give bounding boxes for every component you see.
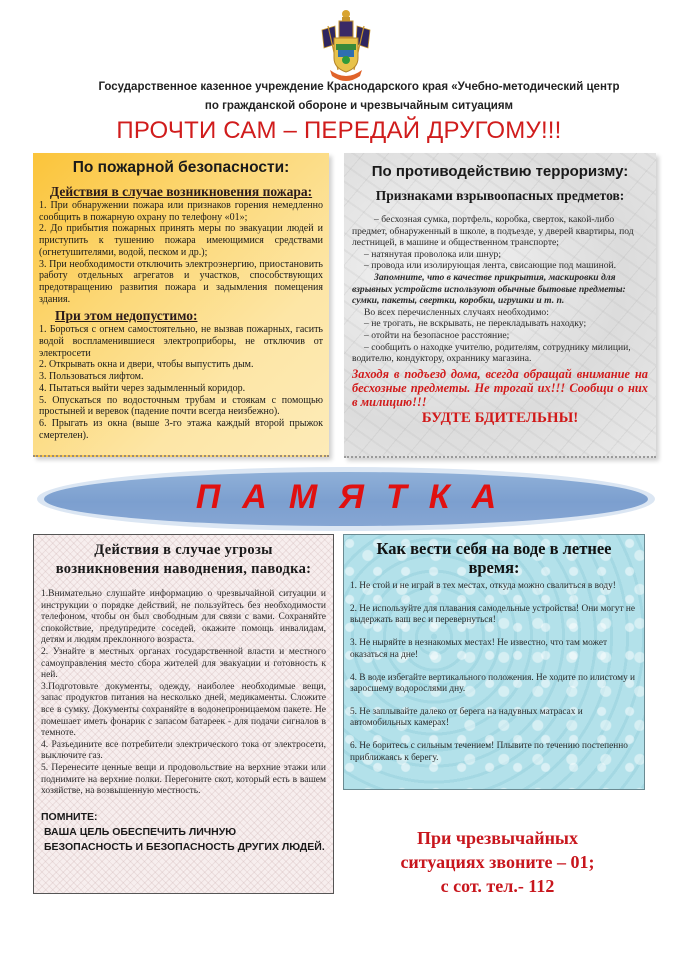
water-item: 2. Не используйте для плавания самодельные устройства! Они могут не выдержать ваш вес и перевернуться! — [350, 603, 635, 626]
water-item: 5. Не заплывайте далеко от берега на надувных матрасах и автомобильных камерах! — [350, 706, 583, 729]
flood-remember-block — [41, 810, 326, 855]
terror-signs-title: Признаками взрывоопасных предметов: — [375, 188, 625, 203]
terror-necessary-item: – не трогать, не вскрывать, не перекладывать находку; — [364, 318, 587, 330]
flood-remember-label: ПОМНИТЕ: — [41, 810, 98, 823]
flood-remember-text: ВАША ЦЕЛЬ ОБЕСПЕЧИТЬ ЛИЧНУЮ БЕЗОПАСНОСТЬ И БЕЗОПАСНОСТЬ ДРУГИХ ЛЮДЕЙ. — [44, 825, 325, 853]
terror-sign-item: – натянутая проволока или шнур; — [364, 248, 501, 260]
water-item: 4. В воде избегайте вертикального положения. Не ходите по илистому и заросшему водорослями дну. — [350, 672, 636, 694]
organization-name-line1: Государственное казенное учреждение Краснодарского края «Учебно-методический центр — [98, 81, 620, 93]
anti-terrorism-panel — [344, 153, 656, 458]
fire-action-item: 1. При обнаружении пожара или признаков горения немедленно сообщить в пожарную охрану по телефону «01»; — [39, 200, 323, 223]
fire-forbidden-item: 4. Пытаться выйти через задымленный коридор. — [39, 382, 246, 394]
emergency-line1: При чрезвычайных — [417, 828, 578, 848]
flood-item: 4. Разъедините все потребители электрического тока от электросети, выключите газ. — [41, 739, 326, 762]
fire-forbidden-list — [39, 324, 323, 441]
fire-forbidden-item: 6. Прыгать из окна (выше 3-го этажа каждый второй прыжок смертелен). — [39, 417, 323, 441]
emergency-line2: ситуациях звоните – 01; — [400, 852, 595, 872]
emergency-numbers — [355, 826, 640, 898]
flood-title-line1: Действия в случае угрозы — [94, 542, 273, 558]
slogan-heading: ПРОЧТИ САМ – ПЕРЕДАЙ ДРУГОМУ!!! — [116, 117, 562, 144]
fire-panel-title: По пожарной безопасности: — [72, 159, 290, 176]
organization-name-line2: по гражданской обороне и чрезвычайным ситуациям — [204, 100, 514, 112]
fire-actions-title: Действия в случае возникновения пожара: — [49, 184, 313, 199]
fire-safety-panel — [33, 153, 329, 457]
terror-necessary-intro: Во всех перечисленных случаях необходимо: — [364, 306, 549, 318]
water-item: 1. Не стой и не играй в тех местах, откуда можно свалиться в воду! — [350, 581, 616, 591]
fire-forbidden-item: 1. Бороться с огнем самостоятельно, не вызвав пожарных, гасить водой воспламенившиеся электроприборы, не отключив от электросети — [39, 324, 323, 359]
water-items-list — [350, 581, 638, 764]
coat-of-arms-icon — [318, 8, 374, 84]
fire-forbidden-item: 3. Пользоваться лифтом. — [39, 371, 144, 383]
flood-items-list — [41, 589, 326, 798]
flood-title-line2: возникновения наводнения, паводка: — [55, 561, 312, 577]
fire-action-item: 2. До прибытия пожарных принять меры по эвакуации людей и приступить к тушению пожара имеющимися средствами (огнетушителями, водой, песком и др.); — [39, 223, 323, 258]
fire-forbidden-item: 2. Открывать окна и двери, чтобы выпустить дым. — [39, 359, 254, 371]
flood-safety-panel — [33, 534, 334, 894]
be-vigilant-text: БУДТЕ БДИТЕЛЬНЫ! — [421, 409, 579, 426]
terror-remember-text: Запомните, что в качестве прикрытия, маскировки для взрывных устройств используют обычные бытовые предметы: сумки, пакеты, свертки, коробки, игрушки и т. п. — [352, 271, 626, 307]
terror-sign-item: – провода или изолирующая лента, свисающие под машиной. — [364, 260, 617, 272]
terror-necessary-item: – сообщить о находке учителю, родителям, сотруднику милиции, водителю, кондуктору, охраннику магазина. — [352, 341, 631, 365]
terror-necessary-item: – отойти на безопасное расстояние; — [364, 329, 510, 341]
memo-banner-title: ПАМЯТКА — [195, 478, 519, 516]
fire-forbidden-title: При этом недопустимо: — [55, 308, 198, 324]
terror-sign-item: – бесхозная сумка, портфель, коробка, сверток, какой-либо предмет, обнаруженный в школе, в подъезде, у дверей квартиры, под лестницей, в машине и общественном транспорте; — [352, 214, 634, 249]
flood-item: 5. Перенесите ценные вещи и продовольствие на верхние этажи или поднимите на верхние полки. Перегоните скот, который есть в вашем хозяйстве, на возвышенную местность. — [41, 762, 326, 797]
water-safety-panel — [343, 534, 645, 790]
emergency-line3: с сот. тел.- 112 — [440, 876, 555, 896]
terror-signs-list — [352, 214, 648, 365]
water-item: 6. Не боритесь с сильным течением! Плывите по течению постепенно приближаясь к берегу. — [350, 741, 628, 763]
fire-actions-list — [39, 200, 323, 305]
flood-item: 3.Подготовьте документы, одежду, наиболее необходимые вещи, запас продуктов питания на несколько дней, медикаменты. Сложите все в сумку. Документы сохраняйте в водонепроницаемом пакете. Не помешает иметь фонарик с запасом батареек - для подачи сигналов в темноте. — [41, 681, 326, 739]
flood-panel-title — [41, 541, 326, 579]
terror-warning-text: Заходя в подъезд дома, всегда обращай внимание на бесхозные предметы. Не трогай их!!! Сообщи о них в милицию!!! — [352, 366, 648, 409]
water-item: 3. Не ныряйте в незнакомых местах! Не известно, что там может оказаться на дне! — [350, 638, 608, 660]
fire-forbidden-item: 5. Опускаться по водосточным трубам и стоякам с помощью простыней и веревок (падение почти всегда неизбежно). — [39, 394, 323, 418]
fire-action-item: 3. При необходимости отключить электроэнергию, приостановить работу отдельных агрегатов и участков, способствующих предотвращению развития пожара и задымления помещения здания. — [39, 258, 323, 305]
flood-item: 1.Внимательно слушайте информацию о чрезвычайной ситуации и инструкции о порядке действий, не пользуйтесь без необходимости телефоном, чтобы он был свободным для связи с вами. Сохраняйте спокойствие, предупредите соседей, окажите помощь инвалидам, детям и людям преклонного возраста. — [41, 589, 326, 646]
terror-panel-title: По противодействию терроризму: — [371, 163, 629, 180]
water-panel-title: Как вести себя на воде в летнее время: — [376, 539, 612, 577]
flood-item: 2. Узнайте в местных органах государственной власти и местного самоуправления место сбора жителей для эвакуации и готовность к ней. — [41, 646, 326, 681]
